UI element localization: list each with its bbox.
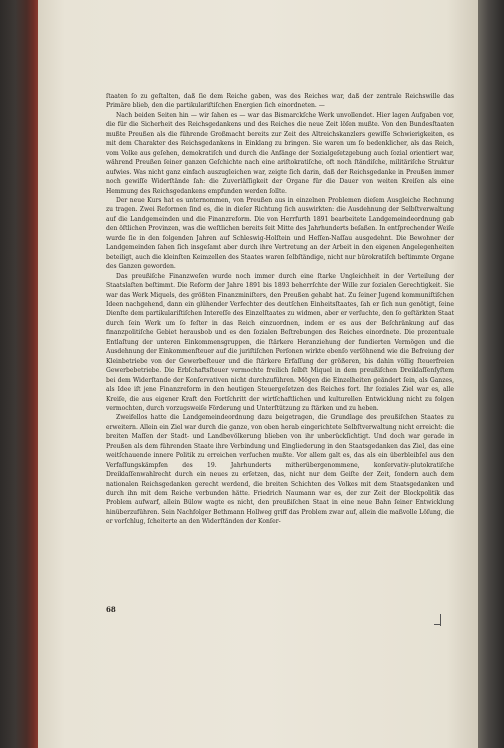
- page-number: 68: [106, 605, 116, 614]
- paragraph-3: Der neue Kurs hat es unternommen, von Preußen aus in einzelnen Problemen dieſem Ausgleiche Rechnung zu tragen. Zwei Reformen ſind es, die in dieſer Richtung ſich auswirkten: die Ausdehnung der Selbſtverwaltung auf die Landgemeinden und die Finanzreform. Die von Herrfurth 1891 bearbeitete Landgemeindeordnung gab den öſtlichen Provinzen, was die weſtlichen bereits ſeit Mitte des Jahrhunderts beſaßen. In entſprechender Weiſe wurde ſie in den folgenden Jahren auf Schleswig-Holſtein und Heſſen-Naſſau ausgedehnt. Die Bewohner der Landgemeinden ſahen ſich insgeſamt aber durch ihre Vertretung an der Arbeit in den eigenen Angelegenheiten beteiligt, auch die kleinſten Keimzellen des Staates waren ſelbſtändige, nicht nur bürokratiſch beſtimmte Organe des Ganzen geworden.: [106, 196, 454, 271]
- paragraph-5: Zweifellos hatte die Landgemeindeordnung dazu beigetragen, die Grundlage des preußiſchen Staates zu erweitern. Allein ein Ziel war durch die ganze, von oben herab eingerichtete Selbſtverwaltung nicht erreicht: die breiten Maſſen der Stadt- und Landbevölkerung blieben von ihr unberückſichtigt. Und doch war gerade in Preußen als dem führenden Staate ihre Verbindung und Eingliederung in den Staatsgedanken das Ziel, das eine weitſchauende innere Politik zu erreichen verſuchen mußte. Vor allem galt es, das als ein überbleibſel aus den Verfaſſungskämpfen des 19. Jahrhunderts mitherübergenommene, konſervativ-plutokratiſche Dreiklaſſenwahlrecht durch ein neues zu erſetzen, das, nicht nur dem Geiſte der Zeit, ſondern auch dem nationalen Reichsgedanken gerecht werdend, die breiten Schichten des Volkes mit dem Staatsgedanken und durch ihn mit dem Reiche verbunden hätte. Friedrich Naumann war es, der zur Zeit der Blockpolitik das Problem aufwarf, allein Bülow wagte es nicht, den preußiſchen Staat in eine neue Bahn ſeiner Entwicklung hinüberzuführen. Sein Nachfolger Bethmann Hollweg griff das Problem zwar auf, allein die maßvolle Löſung, die er vorſchlug, ſcheiterte an den Widerſtänden der Konſer-: [106, 414, 454, 526]
- scan-right-edge: [478, 0, 504, 748]
- paragraph-4: Das preußiſche Finanzweſen wurde noch immer durch eine ſtarke Ungleichheit in der Verteilung der Staatslaſten beſtimmt. Die Reform der Jahre 1891 bis 1893 beherrſchte der Wille zur ſozialen Gerechtigkeit. Sie war das Werk Miquels, des größten Finanzminiſters, den Preußen gehabt hat. Zu ſeiner Jugend kommuniſtiſchen Ideen nachgehend, dann ein glühender Verfechter des deutſchen Einheitsſtaates, ſah er ſich nun genötigt, ſeine Dienſte dem partikulariſtiſchen Intereſſe des Einzelſtaates zu widmen, aber er verſuchte, den ſo geſtärkten Staat durch ſein Werk um ſo feſter in das Reich einzuordnen, indem er es aus der Beſchränkung auf das finanzpolitiſche Gebiet herausbob und es den ſozialen Beſtrebungen des Reiches einordnete. Die prozentuale Entlaſtung der unteren Einkommensgruppen, die ſtärkere Heranziehung der fundierten Vermögen und die Ausdehnung der Einkommenſteuer auf die juriſtiſchen Perſonen wirkte ebenſo verſöhnend wie die Befreiung der Kleinbetriebe von der Gewerbeſteuer und die ſtärkere Erfaſſung der größeren, bis dahin völlig ſteuerfreien Gewerbebetriebe. Die Erbſchaftsſteuer vermochte freilich ſelbſt Miquel in dem preußiſchen Dreiklaſſenſyſtem bei dem Widerſtande der Konſervativen nicht durchzuführen. Mögen die Einzelheiten geändert ſein, als Ganzes, als Idee iſt jene Finanzreform in den heutigen Steuergeſetzen des Reiches fort. Ihr ſoziales Ziel war es, alle Kreiſe, die aus eigener Kraft den Fortſchritt der wirtſchaftlichen und kulturellen Entwicklung nicht zu folgen vermochten, durch vorzugsweiſe Förderung und Unterſtützung zu ſtärken und zu heben.: [106, 272, 454, 412]
- paragraph-1: ſtaaten ſo zu geſtalten, daß ſie dem Reiche gaben, was des Reiches war, daß der zentrale Reichswille das Primäre blieb, den die partikulariſtiſchen Energien ſich einordneten. —: [106, 93, 454, 110]
- paragraph-2: Nach beiden Seiten hin — wir ſahen es — war das Bismarckſche Werk unvollendet. Hier lagen Aufgaben vor, die für die Sicherheit des Reichsgedankens und des Reiches die neue Zeit löſen mußte. Von den Bundesſtaaten mußte Preußen als die führende Großmacht bereits zur Zeit des Altreichskanzlers gewiſſe Schwierigkeiten, es mit dem Charakter des Reichsgedankens in Einklang zu bringen. Sie waren um ſo bedenklicher, als das Reich, vom Volke aus geſehen, demokratiſch und durch die Anfänge der Sozialgeſetzgebung auch ſozial orientiert war, während Preußen ſeiner ganzen Geſchichte nach eine ariſtokratiſche, oft noch ſtändiſche, militäriſche Struktur aufwies. Was nicht ganz einfach auszugleichen war, zeigte ſich darin, daß der Reichsgedanke in Preußen immer noch gewiſſe Widerſtände ſah: die Zuverläſſigkeit der Organe für die Dauer von weiten Kreiſen als eine Hemmung des Reichsgedankens empfunden werden ſollte.: [106, 111, 454, 195]
- margin-pencil-mark-tick: [434, 624, 440, 625]
- margin-pencil-mark: [440, 614, 441, 626]
- page-body: [106, 92, 454, 527]
- scan-binding-edge: [0, 0, 38, 748]
